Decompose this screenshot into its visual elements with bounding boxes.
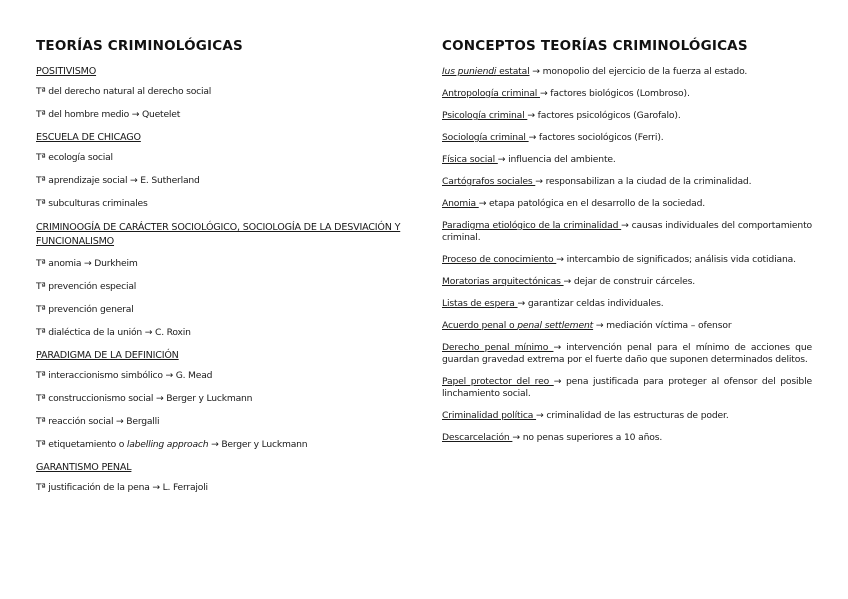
concept-entry: Anomia → etapa patológica en el desarrollo de la sociedad. <box>442 198 706 209</box>
section-heading-positivismo: POSITIVISMO <box>36 66 97 77</box>
section-heading-chicago: ESCUELA DE CHICAGO <box>36 132 141 143</box>
concept-entry: Moratorias arquitectónicas → dejar de construir cárceles. <box>442 276 696 287</box>
concept-entry: Papel protector del reo → pena justificada para proteger al ofensor del posible linchamiento social. <box>442 376 812 399</box>
list-item: Tª aprendizaje social → E. Sutherland <box>36 175 200 186</box>
concept-entry: Física social → influencia del ambiente. <box>442 154 616 165</box>
right-column <box>442 38 812 454</box>
section-heading-sociologica: CRIMINOOGÍA DE CARÁCTER SOCIOLÓGICO, SOCIOLOGÍA DE LA DESVIACIÓN Y FUNCIONALISMO <box>36 222 401 247</box>
list-item: Tª anomia → Durkheim <box>36 258 138 269</box>
list-item: Tª reacción social → Bergalli <box>36 416 160 427</box>
concept-entry: Listas de espera → garantizar celdas individuales. <box>442 298 664 309</box>
list-item: Tª dialéctica de la unión → C. Roxin <box>36 327 191 338</box>
left-column <box>36 38 416 505</box>
right-title: CONCEPTOS TEORÍAS CRIMINOLÓGICAS <box>442 38 748 54</box>
concept-entry: Paradigma etiológico de la criminalidad → causas individuales del comportamiento criminal. <box>442 220 813 243</box>
concept-entry: Proceso de conocimiento → intercambio de significados; análisis vida cotidiana. <box>442 254 796 265</box>
concept-acuerdo-penal: Acuerdo penal o penal settlement → mediación víctima – ofensor <box>442 320 732 331</box>
list-item: Tª subculturas criminales <box>36 198 148 209</box>
left-title: TEORÍAS CRIMINOLÓGICAS <box>36 38 243 54</box>
concept-entry: Descarcelación → no penas superiores a 10 años. <box>442 432 663 443</box>
section-heading-garantismo: GARANTISMO PENAL <box>36 462 132 473</box>
concept-entry: Antropología criminal → factores biológicos (Lombroso). <box>442 88 690 99</box>
section-heading-definicion: PARADIGMA DE LA DEFINICIÓN <box>36 350 179 361</box>
concept-entry: Cartógrafos sociales → responsabilizan a la ciudad de la criminalidad. <box>442 176 752 187</box>
concept-entry: Derecho penal mínimo → intervención penal para el mínimo de acciones que guardan gravedad extrema por el fuerte daño que suponen determinados delitos. <box>442 342 812 365</box>
concept-entry: Psicología criminal → factores psicológicos (Garofalo). <box>442 110 681 121</box>
list-item: Tª construccionismo social → Berger y Luckmann <box>36 393 253 404</box>
concept-entry: Criminalidad política → criminalidad de las estructuras de poder. <box>442 410 729 421</box>
list-item-labelling: Tª etiquetamiento o labelling approach → Berger y Luckmann <box>36 439 308 450</box>
list-item: Tª del hombre medio → Quetelet <box>36 109 181 120</box>
list-item: Tª del derecho natural al derecho social <box>36 86 212 97</box>
concept-ius-puniendi: Ius puniendi estatal → monopolio del ejercicio de la fuerza al estado. <box>442 66 748 77</box>
concept-entry: Sociología criminal → factores sociológicos (Ferri). <box>442 132 664 143</box>
list-item: Tª prevención general <box>36 304 134 315</box>
list-item: Tª justificación de la pena → L. Ferrajoli <box>36 482 208 493</box>
list-item: Tª interaccionismo simbólico → G. Mead <box>36 370 213 381</box>
list-item: Tª prevención especial <box>36 281 137 292</box>
list-item: Tª ecología social <box>36 152 113 163</box>
